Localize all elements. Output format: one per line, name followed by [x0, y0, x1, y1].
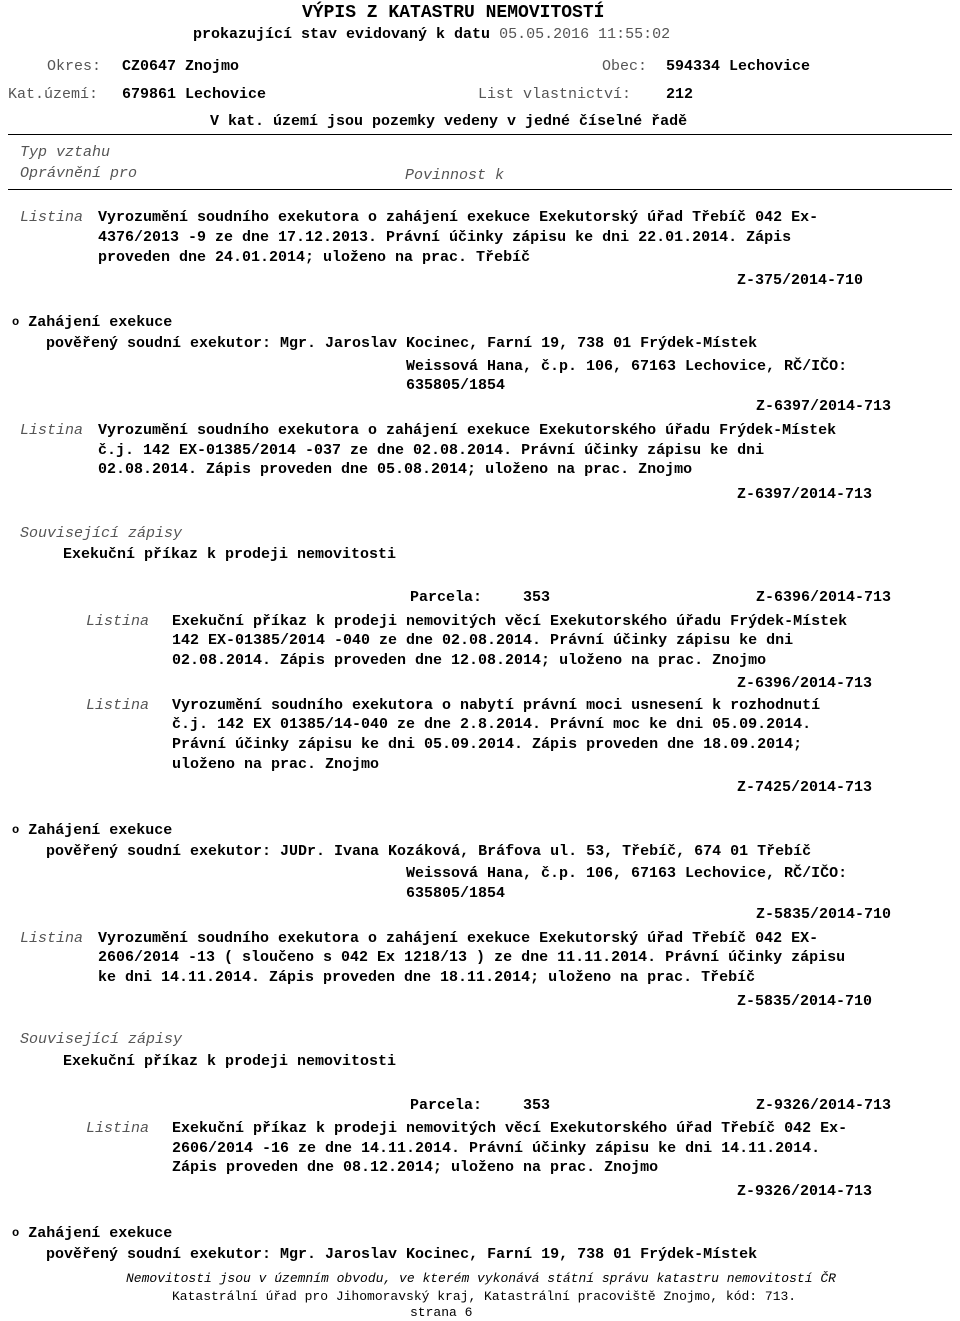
exekutor-line: pověřený soudní exekutor: Mgr. Jaroslav Kocinec, Farní 19, 738 01 Frýdek-Místek: [46, 335, 758, 352]
povinny-line: Weissová Hana, č.p. 106, 67163 Lechovice, RČ/IČO:: [406, 358, 848, 375]
okres-label: Okres:: [47, 58, 102, 75]
listina-label: Listina: [86, 613, 150, 630]
povinny-line: Weissová Hana, č.p. 106, 67163 Lechovice, RČ/IČO:: [406, 865, 848, 882]
record-reference: Z-5835/2014-710: [737, 993, 873, 1010]
listina-text-line: 2606/2014 -13 ( sloučeno s 042 Ex 1218/13 ) ze dne 11.11.2014. Právní účinky zápisu: [98, 949, 846, 966]
footer-office: Katastrální úřad pro Jihomoravský kraj, Katastrální pracoviště Znojmo, kód: 713.: [172, 1289, 797, 1304]
listina-label: Listina: [20, 209, 84, 226]
list-vlastnictvi-label: List vlastnictví:: [478, 86, 632, 103]
listina-text-line: 2606/2014 -16 ze dne 14.11.2014. Právní účinky zápisu ke dni 14.11.2014.: [172, 1140, 821, 1157]
listina-text-line: Zápis proveden dne 08.12.2014; uloženo na prac. Znojmo: [172, 1159, 659, 1176]
header-divider: [8, 134, 952, 135]
exekutor-line: pověřený soudní exekutor: Mgr. Jaroslav Kocinec, Farní 19, 738 01 Frýdek-Místek: [46, 1246, 758, 1263]
listina-text-line: proveden dne 24.01.2014; uloženo na prac. Třebíč: [98, 249, 531, 266]
listina-label: Listina: [86, 1120, 150, 1137]
related-entry-title: Exekuční příkaz k prodeji nemovitosti: [63, 546, 397, 563]
document-subtitle: [193, 25, 670, 44]
related-entry-title: Exekuční příkaz k prodeji nemovitosti: [63, 1053, 397, 1070]
col-povinnost-k: Povinnost k: [405, 167, 505, 184]
record-reference: Z-375/2014-710: [737, 272, 864, 289]
listina-text-line: Vyrozumění soudního exekutora o zahájení exekuce Exekutorského úřadu Frýdek-Místek: [98, 422, 837, 439]
col-opravneni-pro: Oprávnění pro: [20, 165, 138, 182]
report-datetime: 05.05.2016 11:55:02: [499, 26, 671, 43]
record-reference: Z-9326/2014-713: [737, 1183, 873, 1200]
record-reference: Z-6397/2014-713: [756, 398, 892, 415]
listina-label: Listina: [20, 422, 84, 439]
obec-label: Obec:: [602, 58, 648, 75]
listina-label: Listina: [20, 930, 84, 947]
parcela-number: 353: [523, 1097, 551, 1114]
obec-value: 594334 Lechovice: [666, 58, 811, 75]
record-reference: Z-7425/2014-713: [737, 779, 873, 796]
columns-divider: [8, 189, 952, 190]
document-title: VÝPIS Z KATASTRU NEMOVITOSTÍ: [302, 3, 605, 23]
listina-text-line: 4376/2013 -9 ze dne 17.12.2013. Právní účinky zápisu ke dni 22.01.2014. Zápis: [98, 229, 792, 246]
listina-text-line: Vyrozumění soudního exekutora o zahájení exekuce Exekutorský úřad Třebíč 042 Ex-: [98, 209, 819, 226]
listina-text-line: č.j. 142 EX 01385/14-040 ze dne 2.8.2014. Právní moc ke dni 05.09.2014.: [172, 716, 812, 733]
listina-text-line: 02.08.2014. Zápis proveden dne 12.08.2014; uloženo na prac. Znojmo: [172, 652, 767, 669]
listina-text-line: 02.08.2014. Zápis proveden dne 05.08.2014; uloženo na prac. Znojmo: [98, 461, 693, 478]
parcel-series-note: V kat. území jsou pozemky vedeny v jedné číselné řadě: [210, 113, 688, 130]
listina-text-line: ke dni 14.11.2014. Zápis proveden dne 18.11.2014; uloženo na prac. Třebíč: [98, 969, 756, 986]
footer-note: Nemovitosti jsou v územním obvodu, ve kterém vykonává státní správu katastru nemovitostí ČR: [126, 1271, 836, 1286]
col-typ-vztahu: Typ vztahu: [20, 144, 111, 161]
section-title: Zahájení exekuce: [28, 314, 173, 331]
parcela-label: Parcela:: [410, 1097, 483, 1114]
listina-text-line: Vyrozumění soudního exekutora o zahájení exekuce Exekutorský úřad Třebíč 042 EX-: [98, 930, 819, 947]
listina-text-line: Exekuční příkaz k prodeji nemovitých věcí Exekutorského úřadu Frýdek-Místek: [172, 613, 848, 630]
record-reference: Z-6397/2014-713: [737, 486, 873, 503]
bullet-icon: o: [12, 823, 20, 837]
bullet-icon: o: [12, 315, 20, 329]
record-reference: Z-6396/2014-713: [756, 589, 892, 606]
section-title: Zahájení exekuce: [28, 1225, 173, 1242]
bullet-icon: o: [12, 1226, 20, 1240]
katuzemi-label: Kat.území:: [8, 86, 99, 103]
record-reference: Z-9326/2014-713: [756, 1097, 892, 1114]
povinny-id: 635805/1854: [406, 885, 506, 902]
related-entries-label: Související zápisy: [20, 1031, 183, 1048]
listina-text-line: Právní účinky zápisu ke dni 05.09.2014. Zápis proveden dne 18.09.2014;: [172, 736, 803, 753]
parcela-number: 353: [523, 589, 551, 606]
subtitle-prefix: prokazující stav evidovaný k datu: [193, 26, 491, 43]
section-heading: [12, 821, 172, 840]
parcela-label: Parcela:: [410, 589, 483, 606]
listina-text-line: č.j. 142 EX-01385/2014 -037 ze dne 02.08.2014. Právní účinky zápisu ke dni: [98, 442, 765, 459]
povinny-id: 635805/1854: [406, 377, 506, 394]
section-title: Zahájení exekuce: [28, 822, 173, 839]
okres-value: CZ0647 Znojmo: [122, 58, 240, 75]
page-number: strana 6: [410, 1305, 473, 1320]
listina-text-line: Exekuční příkaz k prodeji nemovitých věcí Exekutorského úřad Třebíč 042 Ex-: [172, 1120, 848, 1137]
record-reference: Z-5835/2014-710: [756, 906, 892, 923]
listina-text-line: Vyrozumění soudního exekutora o nabytí právní moci usnesení k rozhodnutí: [172, 697, 821, 714]
exekutor-line: pověřený soudní exekutor: JUDr. Ivana Kozáková, Bráfova ul. 53, Třebíč, 674 01 Třebíč: [46, 843, 812, 860]
listina-label: Listina: [86, 697, 150, 714]
related-entries-label: Související zápisy: [20, 525, 183, 542]
listina-text-line: 142 EX-01385/2014 -040 ze dne 02.08.2014. Právní účinky zápisu ke dni: [172, 632, 794, 649]
section-heading: [12, 313, 172, 332]
listina-text-line: uloženo na prac. Znojmo: [172, 756, 380, 773]
section-heading: [12, 1224, 172, 1243]
record-reference: Z-6396/2014-713: [737, 675, 873, 692]
katuzemi-value: 679861 Lechovice: [122, 86, 267, 103]
list-vlastnictvi-value: 212: [666, 86, 694, 103]
